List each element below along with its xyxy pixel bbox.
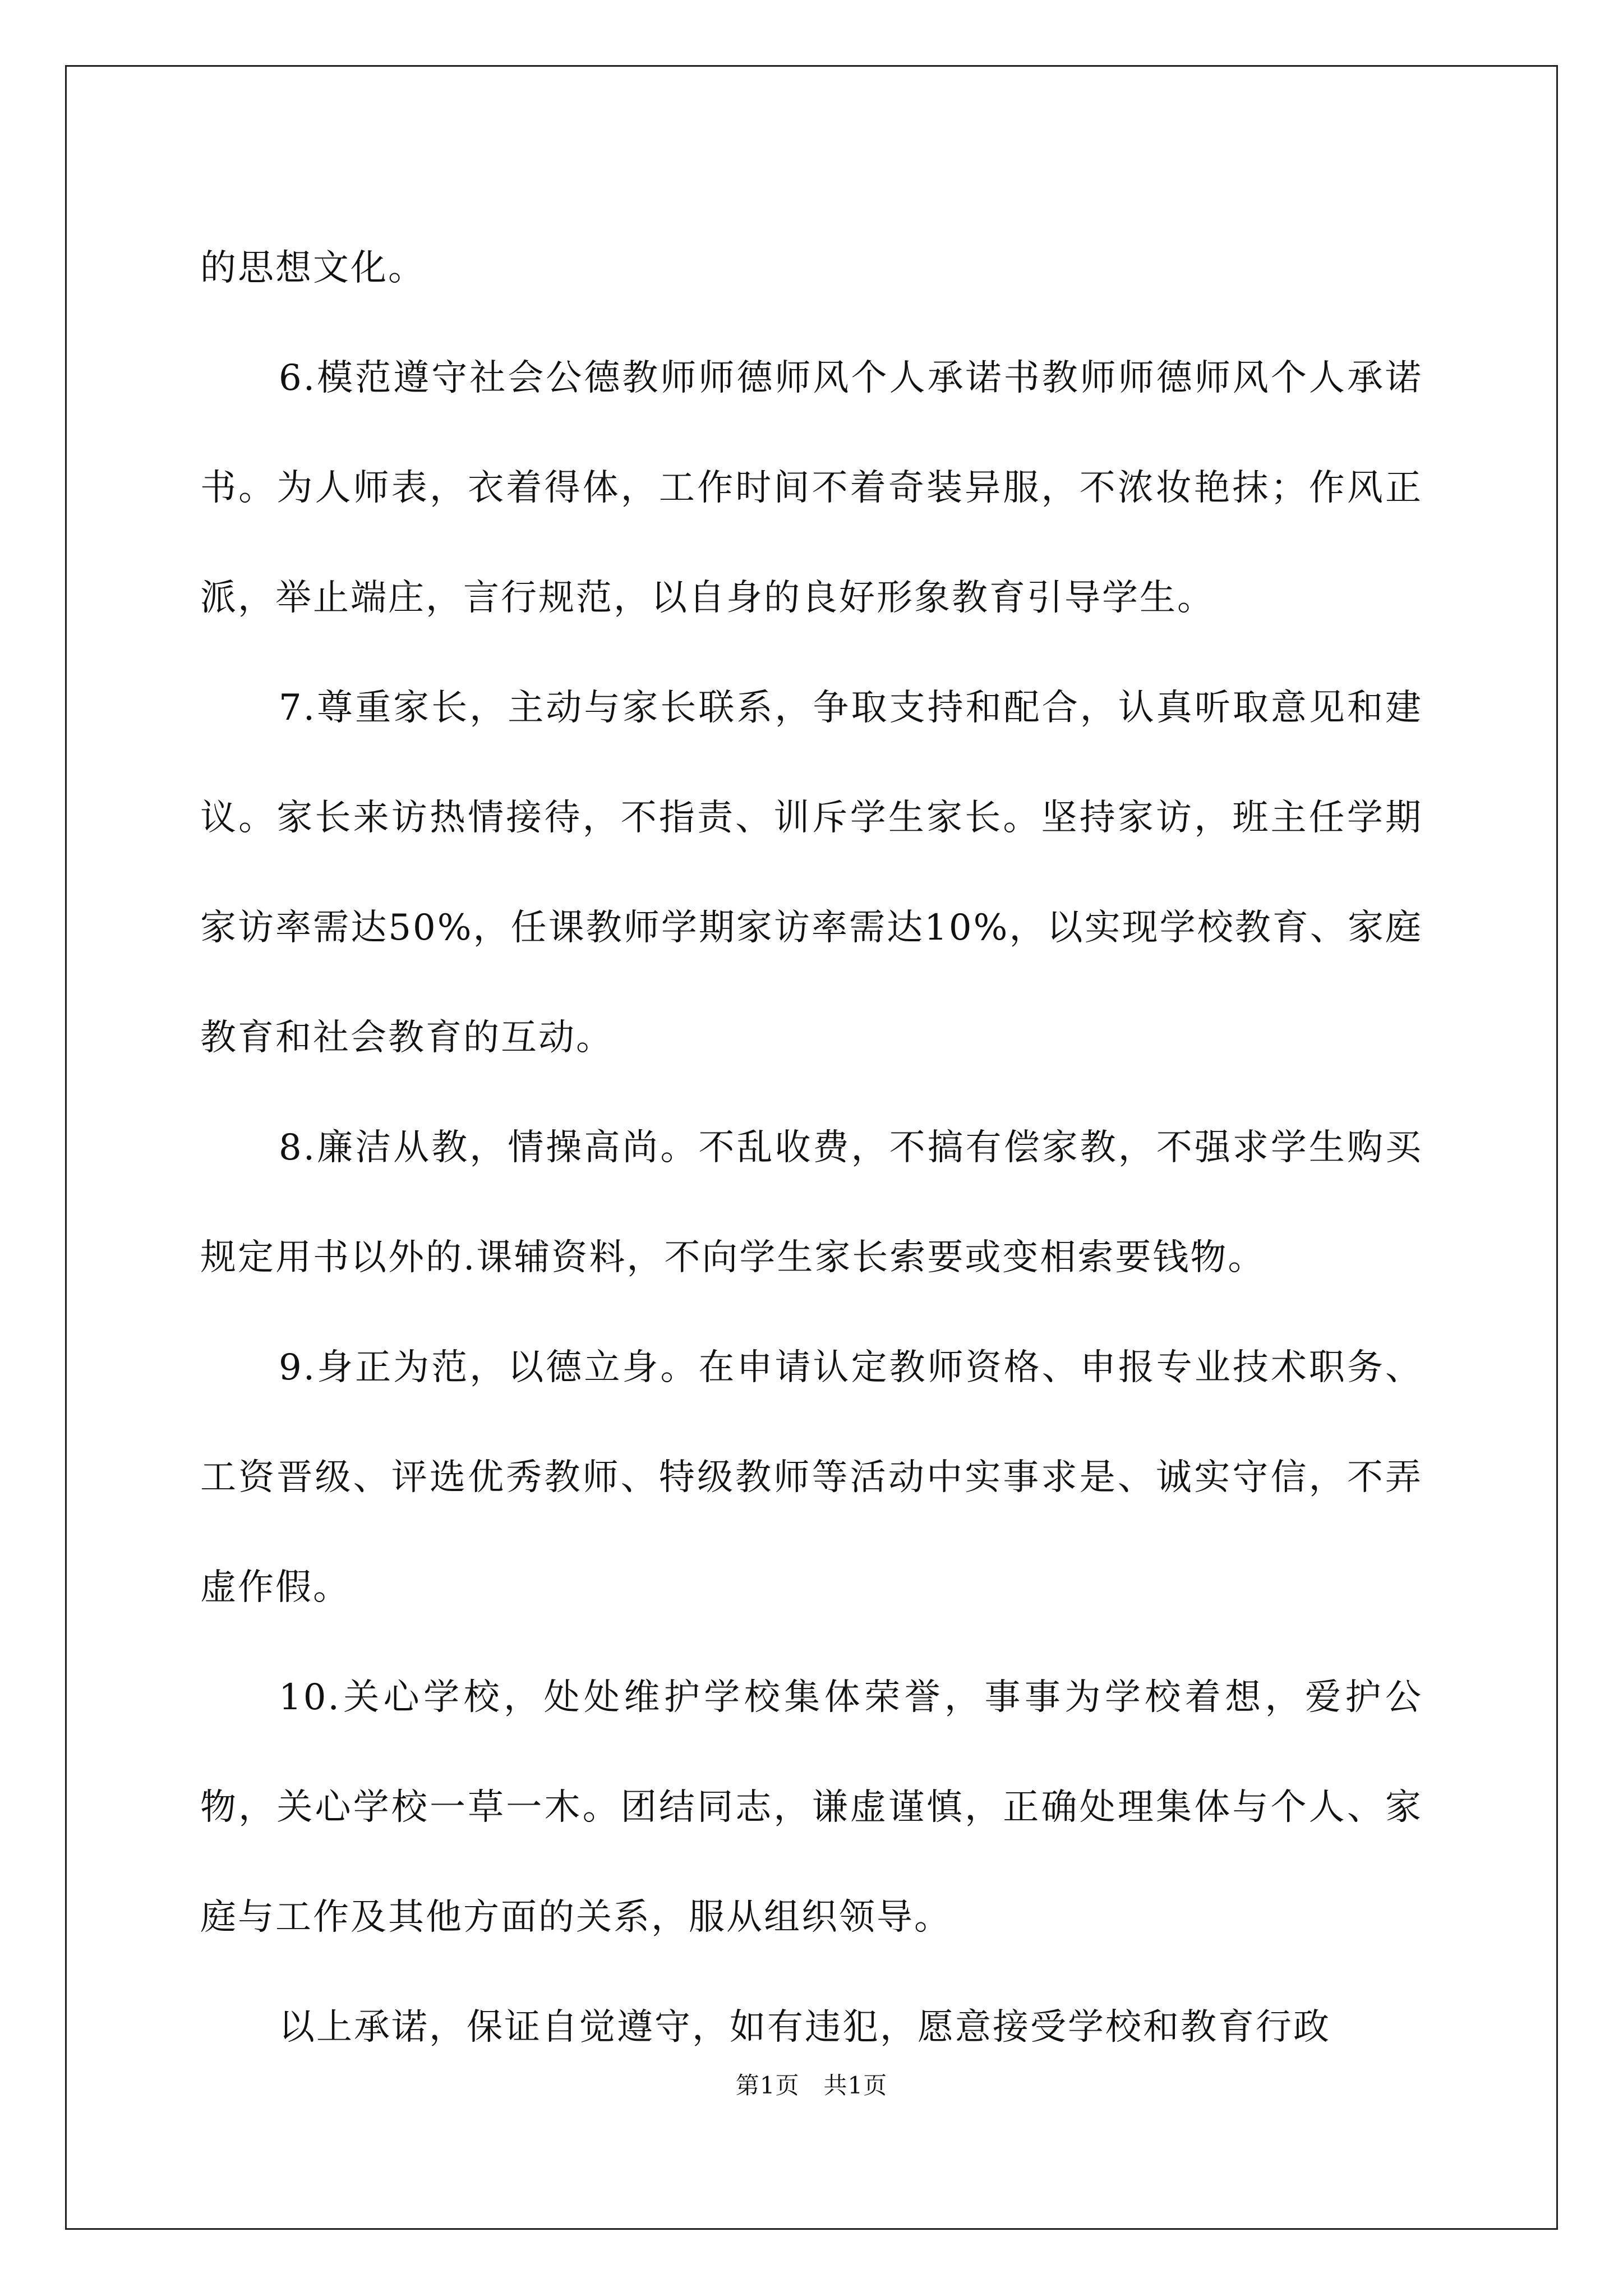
paragraph-item-10: 10.关心学校，处处维护学校集体荣誉，事事为学校着想，爱护公物，关心学校一草一木。团结同志，谦虚谨慎，正确处理集体与个人、家庭与工作及其他方面的关系，服从组织领导。 [200, 1677, 1423, 1938]
paragraph-item-8: 8.廉洁从教，情操高尚。不乱收费，不搞有偿家教，不强求学生购买规定用书以外的.课辅资料，不向学生家长索要或变相索要钱物。 [200, 1127, 1423, 1278]
paragraph-item-9: 9.身正为范，以德立身。在申请认定教师资格、申报专业技术职务、工资晋级、评选优秀教师、特级教师等活动中实事求是、诚实守信，不弄虚作假。 [200, 1347, 1423, 1608]
paragraph-item-6: 6.模范遵守社会公德教师师德师风个人承诺书教师师德师风个人承诺书。为人师表，衣着得体，工作时间不着奇装异服，不浓妆艳抹；作风正派，举止端庄，言行规范，以自身的良好形象教育引导学生。 [200, 357, 1423, 619]
page-number-footer: 第1页 共1页 [735, 2072, 888, 2099]
paragraph-closing: 以上承诺，保证自觉遵守，如有违犯，愿意接受学校和教育行政 [279, 2007, 1331, 2048]
paragraph-continuation: 的思想文化。 [200, 247, 426, 289]
paragraph-item-7: 7.尊重家长，主动与家长联系，争取支持和配合，认真听取意见和建议。家长来访热情接待，不指责、训斥学生家长。坚持家访，班主任学期家访率需达50%，任课教师学期家访率需达10%，以实现学校教育、家庭教育和社会教育的互动。 [200, 687, 1423, 1059]
document-body [200, 213, 1423, 2082]
